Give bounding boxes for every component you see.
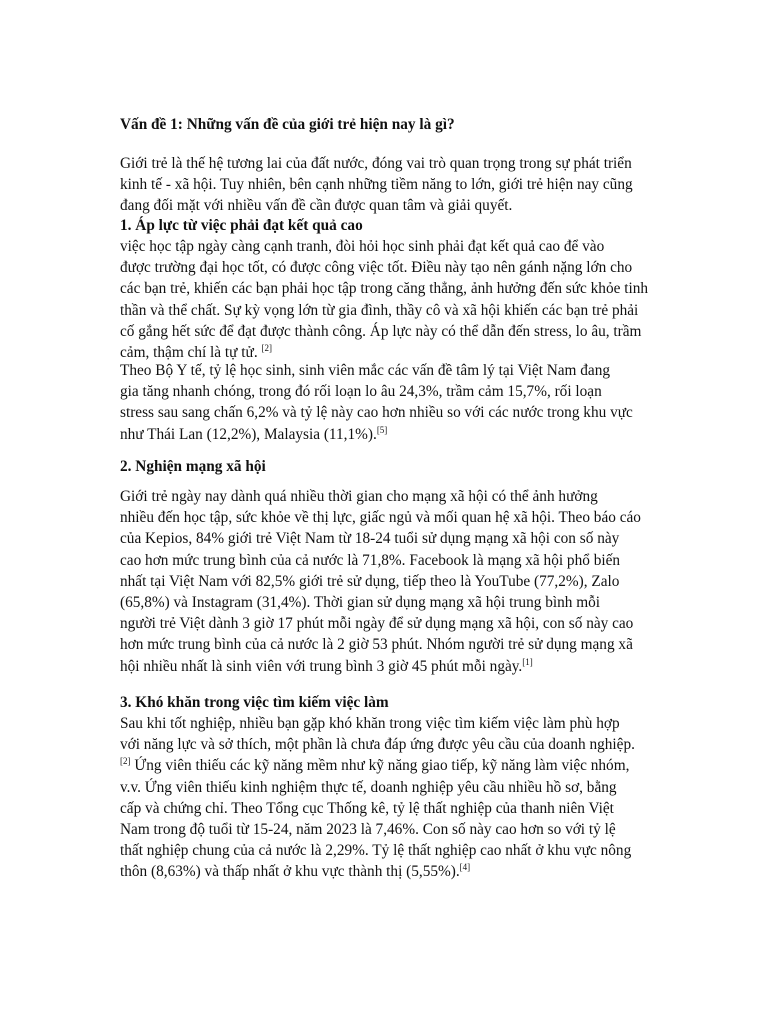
document-title: Vấn đề 1: Những vấn đề của giới trẻ hiện nay là gì? bbox=[120, 116, 455, 133]
section-1-paragraph-1: việc học tập ngày càng cạnh tranh, đòi hỏi học sinh phải đạt kết quả cao để vào được trường đại học tốt, có được công việc tốt. Điều này tạo nên gánh nặng lớn cho các bạn trẻ, khiến các bạn phải học tập trong căng thẳng, ảnh hưởng đến sức khỏe tinh thần và thể chất. Sự kỳ vọng lớn từ gia đình, thầy cô và xã hội khiến các bạn trẻ phải cố gắng hết sức để đạt được thành công. Áp lực này có thể dẫn đến stress, lo âu, trầm cảm, thậm chí là tự tử. [2] bbox=[120, 238, 649, 362]
section-1-paragraph-2: Theo Bộ Y tế, tỷ lệ học sinh, sinh viên mắc các vấn đề tâm lý tại Việt Nam đang gia tăng nhanh chóng, trong đó rối loạn lo âu 24,3%, trầm cảm 15,7%, rối loạn stress sau sang chấn 6,2% và tỷ lệ này cao hơn nhiều so với các nước trong khu vực như Thái Lan (12,2%), Malaysia (11,1%).[5] bbox=[120, 362, 633, 443]
section-1-heading: 1. Áp lực từ việc phải đạt kết quả cao bbox=[120, 217, 363, 234]
section-2-heading: 2. Nghiện mạng xã hội bbox=[120, 458, 266, 475]
citation-ref: [1] bbox=[522, 656, 533, 667]
citation-ref: [4] bbox=[459, 862, 471, 873]
section-3-paragraph: Sau khi tốt nghiệp, nhiều bạn gặp khó khăn trong việc tìm kiếm việc làm phù hợp với năng lực và sở thích, một phần là chưa đáp ứng được yêu cầu của doanh nghiệp. [2] Ứng viên thiếu các kỹ năng mềm như kỹ năng giao tiếp, kỹ năng làm việc nhóm, v.v. Ứng viên thiếu kinh nghiệm thực tế, doanh nghiệp yêu cầu nhiều hồ sơ, bằng cấp và chứng chỉ. Theo Tổng cục Thống kê, tỷ lệ thất nghiệp của thanh niên Việt Nam trong độ tuổi từ 15-24, năm 2023 là 7,46%. Con số này cao hơn so với tỷ lệ thất nghiệp chung của cả nước là 2,29%. Tỷ lệ thất nghiệp cao nhất ở khu vực nông thôn (8,63%) và thấp nhất ở khu vực thành thị (5,55%).[4] bbox=[120, 715, 635, 881]
section-3-heading: 3. Khó khăn trong việc tìm kiếm việc làm bbox=[120, 694, 389, 711]
citation-ref: [2] bbox=[120, 756, 131, 767]
section-2-paragraph: Giới trẻ ngày nay dành quá nhiều thời gian cho mạng xã hội có thể ảnh hưởng nhiều đến học tập, sức khỏe về thị lực, giấc ngủ và mối quan hệ xã hội. Theo báo cáo của Kepios, 84% giới trẻ Việt Nam từ 18-24 tuổi sử dụng mạng xã hội con số này cao hơn mức trung bình của cả nước là 71,8%. Facebook là mạng xã hội phổ biến nhất tại Việt Nam với 82,5% giới trẻ sử dụng, tiếp theo là YouTube (77,2%), Zalo (65,8%) và Instagram (31,4%). Thời gian sử dụng mạng xã hội trung bình mỗi người trẻ Việt dành 3 giờ 17 phút mỗi ngày để sử dụng mạng xã hội, con số này cao hơn mức trung bình của cả nước là 2 giờ 53 phút. Nhóm người trẻ sử dụng mạng xã hội nhiều nhất là sinh viên với trung bình 3 giờ 45 phút mỗi ngày.[1] bbox=[120, 488, 641, 675]
intro-paragraph: Giới trẻ là thế hệ tương lai của đất nước, đóng vai trò quan trọng trong sự phát triển kinh tế - xã hội. Tuy nhiên, bên cạnh những tiềm năng to lớn, giới trẻ hiện nay cũng đang đối mặt với nhiều vấn đề cần được quan tâm và giải quyết. bbox=[120, 155, 633, 215]
citation-ref: [2] bbox=[261, 343, 272, 354]
citation-ref: [5] bbox=[376, 424, 388, 435]
